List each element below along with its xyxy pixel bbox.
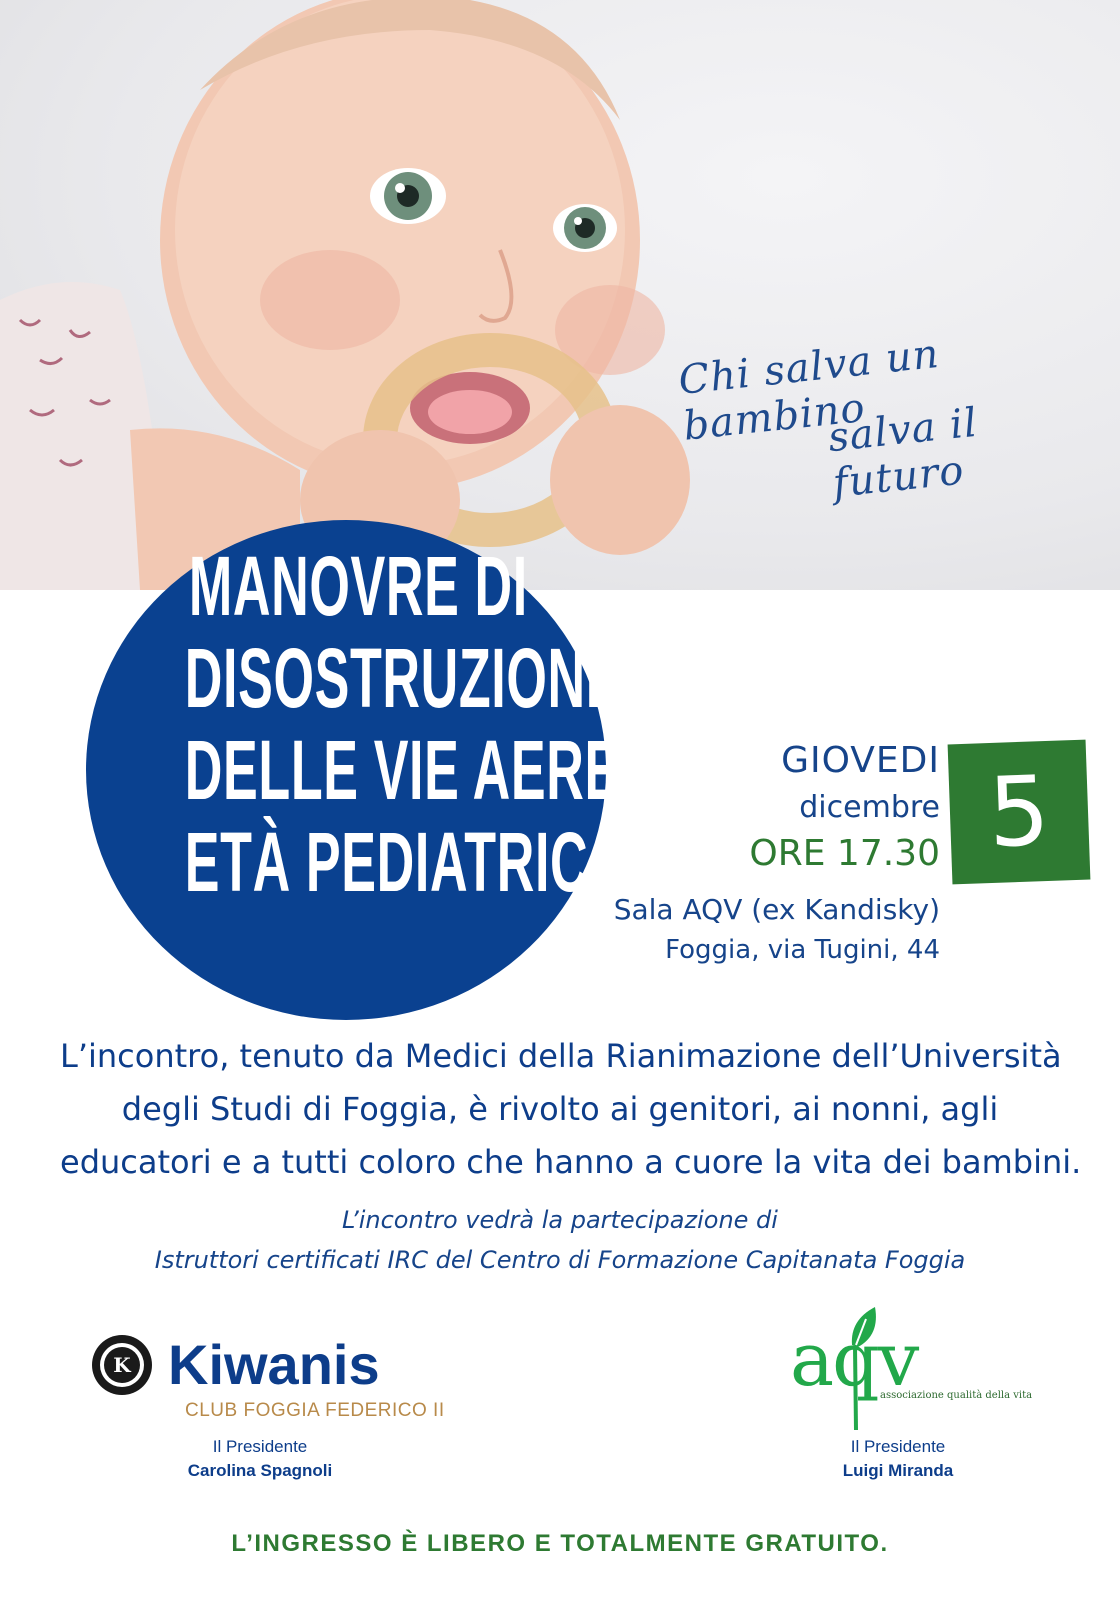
- description-line: educatori e a tutti coloro che hanno a cuore la vita dei bambini.: [60, 1143, 1082, 1181]
- kiwanis-seal-icon: [92, 1335, 152, 1395]
- event-month: dicembre: [799, 790, 940, 825]
- free-entry-notice: L’INGRESSO È LIBERO E TOTALMENTE GRATUITO.: [231, 1530, 889, 1557]
- description-line: degli Studi di Foggia, è rivolto ai genitori, ai nonni, agli: [121, 1090, 999, 1128]
- president-role: Il Presidente: [212, 1437, 308, 1456]
- title-line: DELLE VIE AEREE IN: [184, 723, 724, 817]
- event-weekday: GIOVEDI: [781, 740, 940, 781]
- title-line: MANOVRE DI: [188, 539, 528, 633]
- kiwanis-president: [140, 1437, 380, 1481]
- participation-note: [60, 1200, 1060, 1280]
- hero-photo: [0, 0, 1120, 590]
- tagline-line-2: salva il futuro: [825, 399, 980, 507]
- note-line: Istruttori certificati IRC del Centro di Formazione Capitanata Foggia: [154, 1246, 966, 1274]
- tagline-line-1: Chi salva un bambino: [676, 330, 942, 450]
- note-line: L’incontro vedrà la partecipazione di: [342, 1206, 778, 1234]
- event-day-number: 5: [986, 754, 1052, 870]
- aqv-president: [778, 1437, 1018, 1481]
- title-line: DISOSTRUZIONE: [184, 631, 622, 725]
- kiwanis-club-name: CLUB FOGGIA FEDERICO II: [185, 1400, 445, 1421]
- event-description: [60, 1030, 1082, 1189]
- event-day-badge: [948, 740, 1091, 885]
- event-address: Foggia, via Tugini, 44: [665, 935, 940, 965]
- aqv-logo-text: aqv: [790, 1317, 918, 1403]
- president-name: Carolina Spagnoli: [187, 1461, 333, 1480]
- title-line: ETÀ PEDIATRICA: [184, 815, 627, 909]
- description-line: L’incontro, tenuto da Medici della Rianimazione dell’Università: [60, 1037, 1062, 1075]
- president-name: Luigi Miranda: [842, 1461, 954, 1480]
- aqv-subtitle: associazione qualità della vita: [880, 1390, 1033, 1401]
- event-time: ORE 17.30: [749, 833, 940, 874]
- president-role: Il Presidente: [850, 1437, 946, 1456]
- baby-illustration: [0, 0, 1120, 590]
- event-title: [184, 539, 724, 909]
- kiwanis-logo-text: Kiwanis: [168, 1333, 380, 1396]
- event-venue: Sala AQV (ex Kandisky): [613, 893, 940, 926]
- svg-text:K: K: [113, 1353, 131, 1377]
